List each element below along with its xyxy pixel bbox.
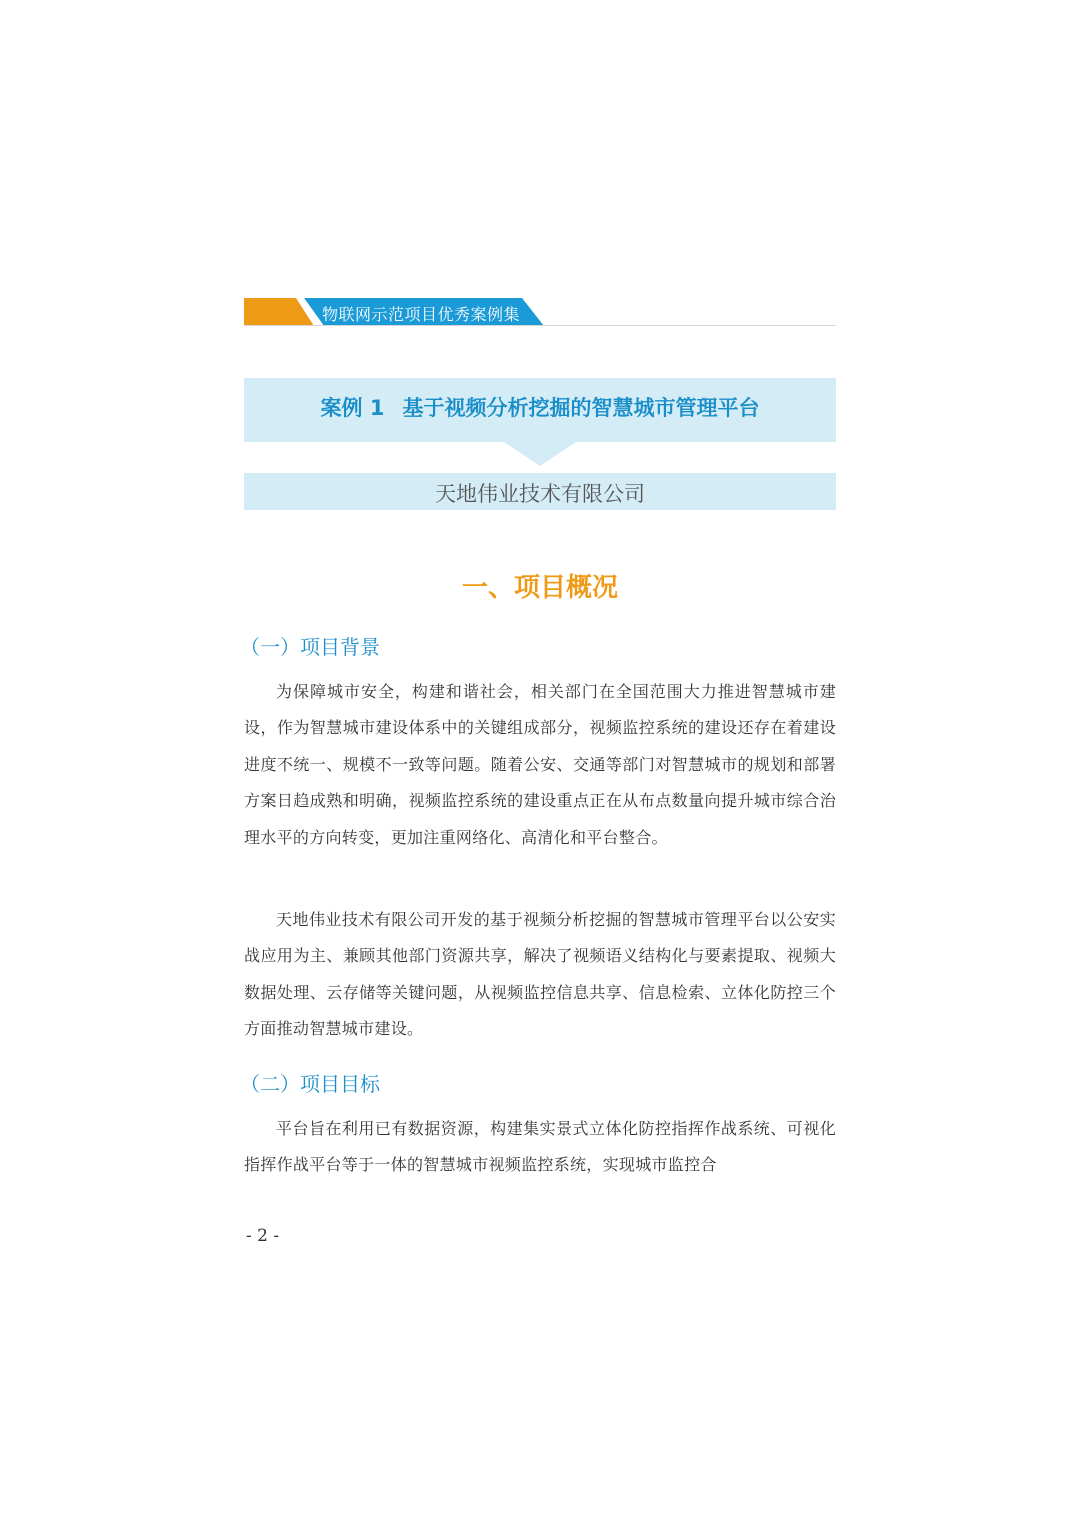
paragraph-goals-1: 平台旨在利用已有数据资源，构建集实景式立体化防控指挥作战系统、可视化指挥作战平台等于一体的智慧城市视频监控系统，实现城市监控合 [244, 1119, 836, 1175]
paragraph-background-2: 天地伟业技术有限公司开发的基于视频分析挖掘的智慧城市管理平台以公安实战应用为主、兼顾其他部门资源共享，解决了视频语义结构化与要素提取、视频大数据处理、云存储等关键问题，从视频监控信息共享、信息检索、立体化防控三个方面推动智慧城市建设。 [244, 910, 836, 1039]
subsection-heading-background: （一）项目背景 [240, 635, 380, 659]
header-rule [244, 325, 836, 326]
paragraph-background-1: 为保障城市安全，构建和谐社会，相关部门在全国范围大力推进智慧城市建设，作为智慧城市建设体系中的关键组成部分，视频监控系统的建设还存在着建设进度不统一、规模不一致等问题。随着公安、交通等部门对智慧城市的规划和部署方案日趋成熟和明确，视频监控系统的建设重点正在从布点数量向提升城市综合治理水平的方向转变，更加注重网络化、高清化和平台整合。 [244, 682, 836, 847]
case-label: 案例 1 [320, 396, 385, 420]
case-title-arrow [504, 442, 576, 466]
case-title [244, 392, 836, 422]
section-heading: 一、项目概况 [461, 573, 618, 603]
page-number: - 2 - [246, 1226, 280, 1246]
series-header-band [244, 298, 836, 328]
subsection-heading-goals: （二）项目目标 [240, 1072, 380, 1096]
series-title: 物联网示范项目优秀案例集 [322, 305, 521, 324]
case-name: 基于视频分析挖掘的智慧城市管理平台 [402, 396, 760, 420]
company-name: 天地伟业技术有限公司 [435, 482, 645, 506]
